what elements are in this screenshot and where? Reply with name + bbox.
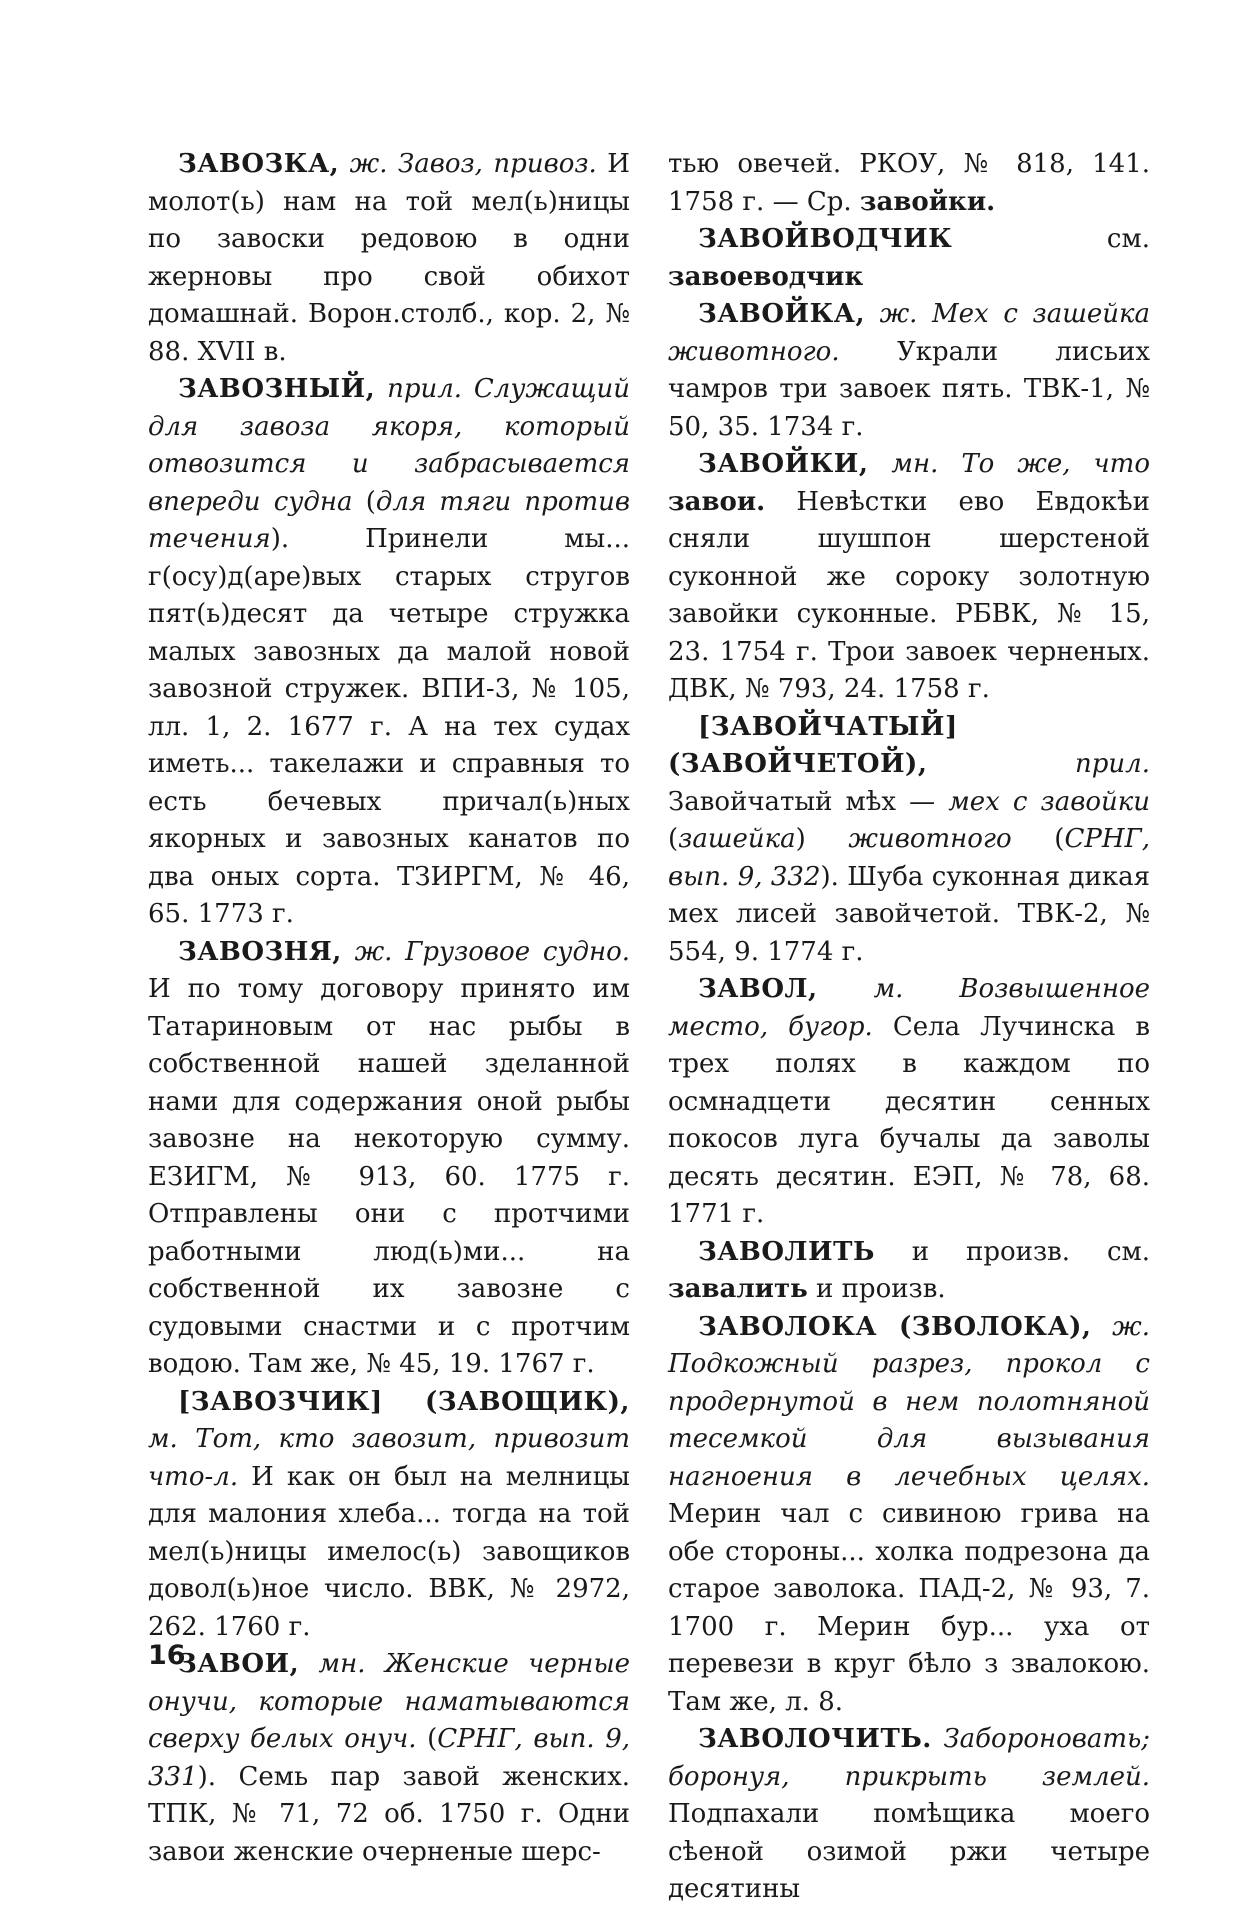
entry-definition: м. Возвышенное место, бугор. (668, 974, 1150, 1042)
dictionary-entry (668, 296, 1150, 446)
entry-text: ) (795, 824, 849, 854)
entry-headword: ЗАВОЗКА, (178, 149, 340, 179)
entry-definition: мн. Женские черные онучи, которые наматываются сверху белых онуч. (148, 1649, 630, 1754)
dictionary-entry (668, 1721, 1150, 1909)
page-number: 16 (148, 1640, 186, 1671)
entry-definition: СРНГ, вып. 9, 332 (668, 824, 1150, 892)
entry-text: Завойчатый мѣх — (668, 786, 949, 817)
entry-headword: ЗАВОЛОЧИТЬ. (698, 1724, 932, 1754)
entry-cross-reference: завойки. (859, 186, 996, 217)
entry-cross-reference: завалить (668, 1274, 808, 1304)
entry-text: ). Шуба суконная дикая мех лисей завойчетой. ТВК-2, № 554, 9. 1774 г. (668, 861, 1151, 967)
entry-cross-reference: завоеводчик (668, 261, 864, 292)
entry-headword: ЗАВОЗНЯ, (178, 936, 342, 967)
dictionary-entry (668, 971, 1150, 1234)
entry-headword: ЗАВОЙВОДЧИК (698, 224, 953, 254)
entry-text: и произв. (807, 1274, 946, 1304)
dictionary-entry (668, 221, 1150, 296)
entry-definition: прил. (927, 749, 1150, 779)
entry-text: И молот(ь) нам на той мел(ь)ницы по завоски редовою в одни жерновы про свой обихот домашнай. Ворон.столб., кор. 2, № 88. XVII в. (148, 149, 630, 367)
entry-text: ( (416, 1724, 438, 1754)
entry-definition: Забороновать; боронуя, прикрыть землей. (668, 1724, 1150, 1792)
entry-definition: мн. То же, что (868, 449, 1150, 479)
entry-definition: ж. Подкожный разрез, прокол с продернутой в нем полотняной тесемкой для вызывания нагноения в лечебных целях. (668, 1311, 1150, 1492)
dictionary-entry (668, 446, 1150, 709)
entry-headword: ЗАВОЛОКА (ЗВОЛОКА), (698, 1311, 1092, 1342)
entry-headword: [ЗАВОЙЧАТЫЙ] (ЗАВОЙЧЕТОЙ), (668, 711, 958, 779)
entry-text: Невѣстки ево Евдокѣи сняли шушпон шерстеной суконной же сороку золотную завойки суконные. РБВК, № 15, 23. 1754 г. Трои завоек черненых. ДВК, № 793, 24. 1758 г. (668, 486, 1150, 704)
entry-text: и произв. см. (874, 1236, 1150, 1267)
entry-definition: СРНГ, вып. 9, 331 (148, 1724, 630, 1792)
entry-definition: зашейка (678, 824, 796, 854)
entry-definition: мех с завойки (948, 786, 1150, 817)
entry-text: ). Принели мы... г(осу)д(аре)вых старых стругов пят(ь)десят да четыре стружка малых завозных да малой новой завозной стружек. ВПИ-3, № 105, лл. 1, 2. 1677 г. А на тех судах иметь... такелажи и справныя то есть бечевых причал(ь)ных якорных и завозных канатов по два оных сорта. ТЗИРГМ, № 46, 65. 1773 г. (148, 524, 630, 929)
entry-text: И как он был на мелницы для малония хлеба... тогда на той мел(ь)ницы имелос(ь) завощиков довол(ь)ное число. ВВК, № 2972, 262. 1760 г. (148, 1461, 630, 1642)
dictionary-entry (668, 1309, 1150, 1722)
right-column (668, 146, 1150, 1909)
dictionary-entry (148, 371, 630, 934)
dictionary-entry (668, 709, 1150, 972)
entry-headword: ЗАВОЙКА, (698, 299, 865, 329)
dictionary-entry (148, 146, 630, 371)
entry-text: Подпахали помѣщика моего сѣеной озимой ржи четыре десятины (668, 1799, 1150, 1904)
entry-definition: ж. Грузовое судно. (341, 936, 630, 967)
entry-text: см. (952, 224, 1150, 254)
entry-definition: ж. Завоз, привоз. (339, 149, 597, 179)
entry-definition: ж. Мех с зашейка животного. (668, 299, 1150, 367)
entry-definition: животного (848, 824, 1012, 854)
dictionary-entry (148, 934, 630, 1384)
dictionary-entry (668, 1234, 1150, 1309)
dictionary-entry (148, 1384, 630, 1647)
entry-text: Украли лисьих чамров три завоек пять. ТВК-1, № 50, 35. 1734 г. (668, 336, 1150, 442)
entry-headword: ЗАВОИ, (178, 1649, 300, 1679)
entry-headword: ЗАВОЛИТЬ (698, 1236, 875, 1267)
entry-definition: прил. Служащий для завоза якоря, который отвозится и забрасывается впереди судна (148, 374, 630, 517)
entry-definition: для тяги против течения (148, 486, 630, 554)
entry-text: ( (668, 824, 679, 854)
entry-headword: ЗАВОЙКИ, (698, 449, 869, 479)
entry-headword: [ЗАВОЗЧИК] (ЗАВОЩИК), (178, 1386, 630, 1417)
entry-headword: ЗАВОЛ, (698, 974, 818, 1004)
entry-text: ). Семь пар завой женских. ТПК, № 71, 72 об. 1750 г. Одни завои женские очерненые шерс- (148, 1761, 630, 1867)
entry-text: ( (352, 486, 376, 517)
dictionary-entry (148, 1646, 630, 1871)
entry-text: Села Лучинска в трех полях в каждом по осмнадцети десятин сенных покосов луга бучалы да заволы десять десятин. ЕЭП, № 78, 68. 1771 г. (668, 1011, 1150, 1229)
left-column (148, 146, 630, 1871)
entry-headword: ЗАВОЗНЫЙ, (178, 374, 376, 404)
entry-definition: м. Тот, кто завозит, привозит что-л. (148, 1424, 630, 1492)
entry-text: тью овечей. РКОУ, № 818, 141. 1758 г. — Ср. (668, 149, 1150, 217)
entry-cross-reference: завои. (668, 486, 766, 517)
entry-text: ( (1011, 824, 1065, 854)
entry-text: И по тому договору принято им Татариновым от нас рыбы в собственной нашей зделанной нами для содержания оной рыбы завозне на некоторую сумму. ЕЗИГМ, № 913, 60. 1775 г. Отправлены они с протчими работными люд(ь)ми... на собственной их завозне с судовыми снастми и с протчим водою. Там же, № 45, 19. 1767 г. (148, 974, 630, 1379)
entry-text: Мерин чал с сивиною грива на обе стороны... холка подрезона да старое заволока. ПАД-2, № 93, 7. 1700 г. Мерин бур... уха от перевези в круг бѣло з звалокою. Там же, л. 8. (668, 1499, 1150, 1717)
dictionary-entry (668, 146, 1150, 221)
